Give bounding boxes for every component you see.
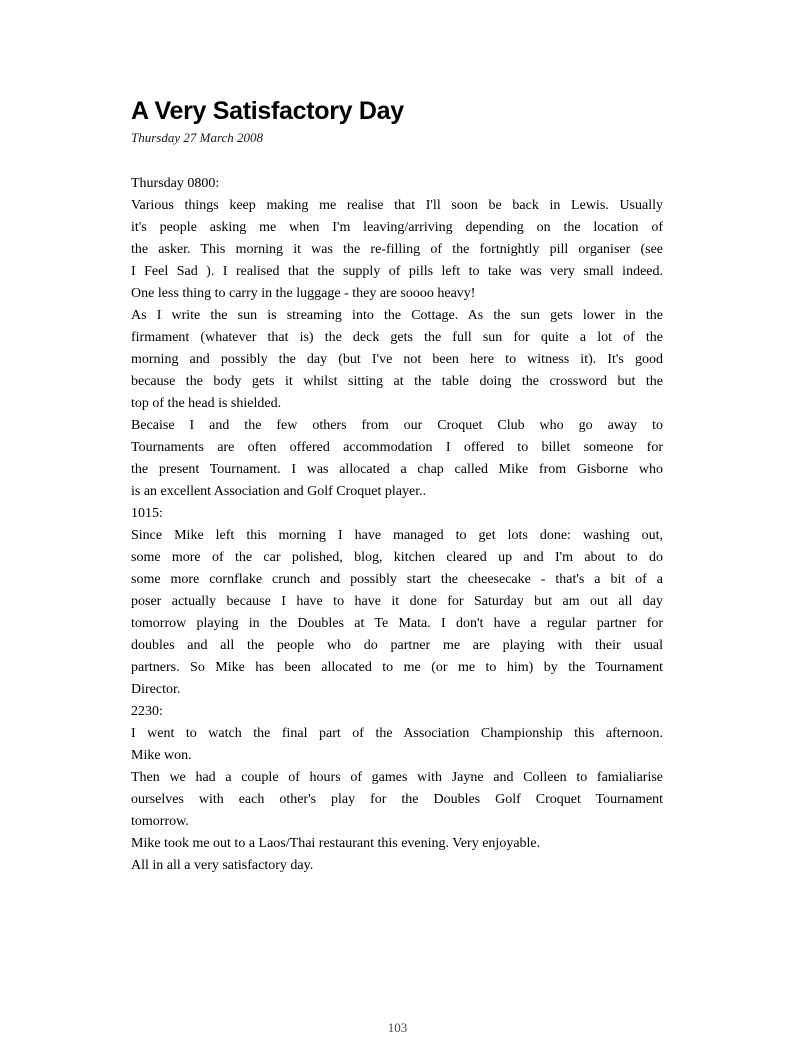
body-line: One less thing to carry in the luggage - they are soooo heavy!	[131, 286, 476, 301]
body-line: it's people asking me when I'm leaving/arriving depending on the location of	[131, 220, 663, 235]
body-line: morning and possibly the day (but I've not been here to witness it). It's good	[131, 352, 663, 367]
body-line: tomorrow.	[131, 814, 189, 829]
body-line: doubles and all the people who do partner me are playing with their usual	[131, 638, 663, 653]
body-line: partners. So Mike has been allocated to me (or me to him) by the Tournament	[131, 660, 663, 675]
body-line: Tournaments are often offered accommodation I offered to billet someone for	[131, 440, 663, 455]
body-line: As I write the sun is streaming into the Cottage. As the sun gets lower in the	[131, 308, 663, 323]
body-line: 2230:	[131, 704, 163, 719]
body-line: the present Tournament. I was allocated a chap called Mike from Gisborne who	[131, 462, 663, 477]
post-title: A Very Satisfactory Day	[131, 97, 404, 125]
body-line: is an excellent Association and Golf Croquet player..	[131, 484, 427, 499]
body-line: Thursday 0800:	[131, 176, 220, 191]
body-line: Mike took me out to a Laos/Thai restaurant this evening. Very enjoyable.	[131, 836, 541, 851]
body-line: because the body gets it whilst sitting at the table doing the crossword but the	[131, 374, 663, 389]
body-line: Since Mike left this morning I have managed to get lots done: washing out,	[131, 528, 663, 543]
post-content	[131, 98, 663, 877]
body-line: Various things keep making me realise that I'll soon be back in Lewis. Usually	[131, 198, 663, 213]
body-line: 1015:	[131, 506, 163, 521]
body-line: the asker. This morning it was the re-filling of the fortnightly pill organiser (see	[131, 242, 663, 257]
body-line: All in all a very satisfactory day.	[131, 858, 314, 873]
body-line: Becaise I and the few others from our Croquet Club who go away to	[131, 418, 663, 433]
body-line: tomorrow playing in the Doubles at Te Mata. I don't have a regular partner for	[131, 616, 663, 631]
body-line: I went to watch the final part of the Association Championship this afternoon.	[131, 726, 663, 741]
post-date: Thursday 27 March 2008	[131, 130, 264, 145]
page-number: 103	[387, 1020, 408, 1035]
body-line: firmament (whatever that is) the deck gets the full sun for quite a lot of the	[131, 330, 663, 345]
body-line: Then we had a couple of hours of games with Jayne and Colleen to famialiarise	[131, 770, 663, 785]
body-line: some more cornflake crunch and possibly start the cheesecake - that's a bit of a	[131, 572, 663, 587]
body-line: Director.	[131, 682, 181, 697]
body-line: top of the head is shielded.	[131, 396, 282, 411]
body-line: ourselves with each other's play for the Doubles Golf Croquet Tournament	[131, 792, 663, 807]
body-line: some more of the car polished, blog, kitchen cleared up and I'm about to do	[131, 550, 663, 565]
body-line: poser actually because I have to have it done for Saturday but am out all day	[131, 594, 663, 609]
body-line: I Feel Sad ). I realised that the supply of pills left to take was very small indeed.	[131, 264, 663, 279]
body-line: Mike won.	[131, 748, 192, 763]
post-body	[131, 173, 663, 877]
